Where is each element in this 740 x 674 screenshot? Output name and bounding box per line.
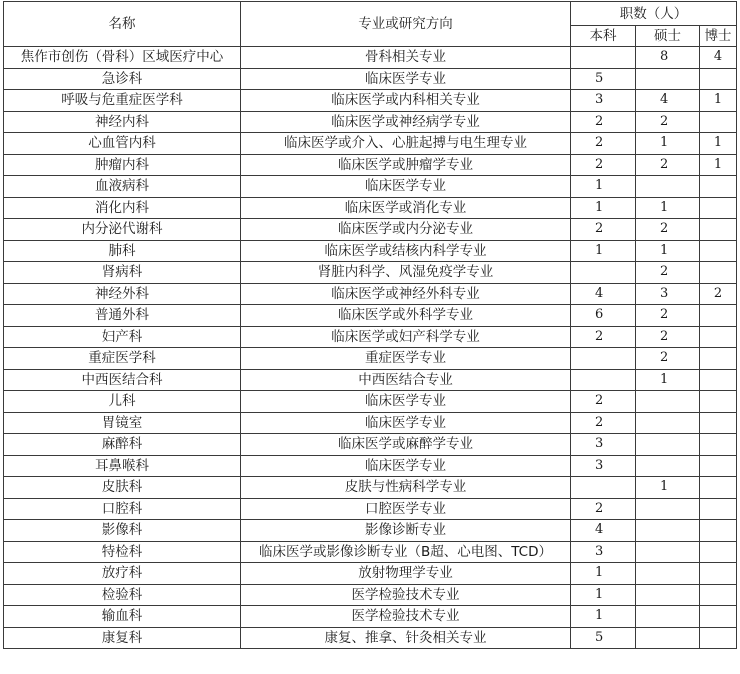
cell-doctor [700, 563, 737, 585]
cell-master: 2 [636, 154, 700, 176]
header-positions: 职数（人） [571, 2, 737, 26]
cell-doctor [700, 627, 737, 649]
cell-major: 临床医学或消化专业 [241, 197, 571, 219]
cell-major: 临床医学或神经病学专业 [241, 111, 571, 133]
table-row [4, 47, 737, 69]
cell-bachelor: 1 [571, 197, 636, 219]
cell-bachelor: 1 [571, 606, 636, 628]
cell-name: 耳鼻喉科 [4, 455, 241, 477]
cell-major: 医学检验技术专业 [241, 606, 571, 628]
table-row [4, 197, 737, 219]
cell-name: 输血科 [4, 606, 241, 628]
cell-bachelor: 2 [571, 326, 636, 348]
table-row [4, 455, 737, 477]
cell-name: 放疗科 [4, 563, 241, 585]
cell-major: 临床医学专业 [241, 412, 571, 434]
cell-major: 临床医学或妇产科学专业 [241, 326, 571, 348]
table-row [4, 305, 737, 327]
table-row [4, 154, 737, 176]
header-major: 专业或研究方向 [241, 2, 571, 47]
header-master: 硕士 [636, 26, 700, 47]
cell-bachelor: 3 [571, 541, 636, 563]
cell-doctor [700, 326, 737, 348]
cell-bachelor: 2 [571, 412, 636, 434]
table-row [4, 520, 737, 542]
cell-major: 临床医学专业 [241, 176, 571, 198]
cell-doctor [700, 176, 737, 198]
cell-name: 焦作市创伤（骨科）区域医疗中心 [4, 47, 241, 69]
cell-major: 临床医学或肿瘤学专业 [241, 154, 571, 176]
table-row [4, 434, 737, 456]
cell-bachelor: 4 [571, 520, 636, 542]
cell-name: 口腔科 [4, 498, 241, 520]
cell-doctor [700, 477, 737, 499]
table-row [4, 391, 737, 413]
cell-major: 康复、推拿、针灸相关专业 [241, 627, 571, 649]
cell-doctor [700, 498, 737, 520]
header-bachelor: 本科 [571, 26, 636, 47]
cell-name: 皮肤科 [4, 477, 241, 499]
cell-master [636, 68, 700, 90]
table-row [4, 176, 737, 198]
cell-major: 重症医学专业 [241, 348, 571, 370]
cell-master: 2 [636, 111, 700, 133]
cell-name: 急诊科 [4, 68, 241, 90]
cell-doctor: 1 [700, 133, 737, 155]
table-row [4, 240, 737, 262]
cell-doctor [700, 111, 737, 133]
cell-name: 特检科 [4, 541, 241, 563]
cell-master: 2 [636, 305, 700, 327]
cell-bachelor: 2 [571, 154, 636, 176]
cell-name: 影像科 [4, 520, 241, 542]
table-row [4, 498, 737, 520]
header-doctor: 博士 [700, 26, 737, 47]
cell-master: 1 [636, 240, 700, 262]
cell-master: 2 [636, 219, 700, 241]
cell-name: 重症医学科 [4, 348, 241, 370]
cell-major: 临床医学或外科学专业 [241, 305, 571, 327]
table-row [4, 541, 737, 563]
cell-name: 心血管内科 [4, 133, 241, 155]
cell-name: 肺科 [4, 240, 241, 262]
table-row [4, 111, 737, 133]
cell-doctor [700, 197, 737, 219]
cell-master [636, 434, 700, 456]
table-row [4, 90, 737, 112]
cell-bachelor: 6 [571, 305, 636, 327]
cell-doctor: 1 [700, 90, 737, 112]
cell-doctor [700, 455, 737, 477]
cell-name: 肿瘤内科 [4, 154, 241, 176]
cell-doctor [700, 262, 737, 284]
cell-bachelor [571, 369, 636, 391]
cell-master: 2 [636, 262, 700, 284]
table-row [4, 477, 737, 499]
cell-bachelor: 2 [571, 111, 636, 133]
cell-name: 胃镜室 [4, 412, 241, 434]
table-body [4, 47, 737, 649]
cell-doctor [700, 520, 737, 542]
cell-bachelor: 3 [571, 455, 636, 477]
cell-major: 临床医学或神经外科专业 [241, 283, 571, 305]
table-row [4, 262, 737, 284]
cell-doctor [700, 412, 737, 434]
cell-bachelor: 1 [571, 584, 636, 606]
cell-doctor [700, 606, 737, 628]
recruitment-table-container [3, 1, 737, 649]
cell-bachelor: 2 [571, 391, 636, 413]
table-row [4, 584, 737, 606]
cell-name: 普通外科 [4, 305, 241, 327]
cell-doctor [700, 219, 737, 241]
cell-major: 口腔医学专业 [241, 498, 571, 520]
cell-name: 妇产科 [4, 326, 241, 348]
cell-master: 1 [636, 369, 700, 391]
cell-master: 4 [636, 90, 700, 112]
cell-bachelor: 1 [571, 176, 636, 198]
cell-bachelor [571, 262, 636, 284]
table-row [4, 606, 737, 628]
cell-bachelor [571, 47, 636, 69]
table-row [4, 283, 737, 305]
cell-bachelor: 1 [571, 563, 636, 585]
cell-master [636, 627, 700, 649]
cell-name: 神经内科 [4, 111, 241, 133]
cell-major: 临床医学或影像诊断专业（B超、心电图、TCD） [241, 541, 571, 563]
cell-major: 放射物理学专业 [241, 563, 571, 585]
cell-name: 呼吸与危重症医学科 [4, 90, 241, 112]
cell-name: 检验科 [4, 584, 241, 606]
cell-doctor [700, 348, 737, 370]
table-row [4, 627, 737, 649]
cell-master: 8 [636, 47, 700, 69]
cell-bachelor: 2 [571, 219, 636, 241]
cell-major: 临床医学专业 [241, 391, 571, 413]
cell-doctor [700, 584, 737, 606]
cell-master: 1 [636, 197, 700, 219]
cell-name: 内分泌代谢科 [4, 219, 241, 241]
cell-name: 肾病科 [4, 262, 241, 284]
header-name: 名称 [4, 2, 241, 47]
table-row [4, 563, 737, 585]
cell-name: 中西医结合科 [4, 369, 241, 391]
cell-major: 临床医学专业 [241, 68, 571, 90]
cell-doctor [700, 240, 737, 262]
cell-doctor: 1 [700, 154, 737, 176]
cell-doctor: 2 [700, 283, 737, 305]
cell-doctor [700, 434, 737, 456]
cell-master [636, 584, 700, 606]
cell-name: 麻醉科 [4, 434, 241, 456]
cell-name: 消化内科 [4, 197, 241, 219]
cell-master [636, 391, 700, 413]
cell-major: 临床医学或麻醉学专业 [241, 434, 571, 456]
cell-bachelor: 5 [571, 68, 636, 90]
cell-major: 皮肤与性病科学专业 [241, 477, 571, 499]
table-row [4, 68, 737, 90]
cell-name: 儿科 [4, 391, 241, 413]
cell-name: 血液病科 [4, 176, 241, 198]
cell-major: 医学检验技术专业 [241, 584, 571, 606]
cell-master [636, 176, 700, 198]
cell-bachelor: 2 [571, 133, 636, 155]
table-row [4, 412, 737, 434]
table-row [4, 219, 737, 241]
table-row [4, 369, 737, 391]
cell-major: 临床医学或内分泌专业 [241, 219, 571, 241]
cell-master [636, 606, 700, 628]
cell-master: 1 [636, 133, 700, 155]
cell-master [636, 412, 700, 434]
cell-doctor: 4 [700, 47, 737, 69]
cell-master [636, 520, 700, 542]
cell-bachelor: 2 [571, 498, 636, 520]
cell-doctor [700, 305, 737, 327]
cell-master: 2 [636, 348, 700, 370]
cell-master: 2 [636, 326, 700, 348]
cell-master: 1 [636, 477, 700, 499]
cell-bachelor [571, 348, 636, 370]
cell-doctor [700, 541, 737, 563]
cell-name: 神经外科 [4, 283, 241, 305]
cell-major: 影像诊断专业 [241, 520, 571, 542]
cell-master [636, 541, 700, 563]
table-row [4, 133, 737, 155]
cell-bachelor [571, 477, 636, 499]
cell-major: 临床医学专业 [241, 455, 571, 477]
cell-bachelor: 4 [571, 283, 636, 305]
cell-master [636, 498, 700, 520]
cell-bachelor: 3 [571, 90, 636, 112]
table-row [4, 326, 737, 348]
cell-doctor [700, 68, 737, 90]
cell-name: 康复科 [4, 627, 241, 649]
table-row [4, 348, 737, 370]
cell-doctor [700, 391, 737, 413]
cell-bachelor: 3 [571, 434, 636, 456]
recruitment-table [3, 1, 737, 649]
cell-master [636, 563, 700, 585]
cell-bachelor: 1 [571, 240, 636, 262]
cell-doctor [700, 369, 737, 391]
cell-major: 临床医学或结核内科学专业 [241, 240, 571, 262]
cell-bachelor: 5 [571, 627, 636, 649]
cell-major: 临床医学或内科相关专业 [241, 90, 571, 112]
cell-master: 3 [636, 283, 700, 305]
cell-master [636, 455, 700, 477]
cell-major: 肾脏内科学、风湿免疫学专业 [241, 262, 571, 284]
cell-major: 中西医结合专业 [241, 369, 571, 391]
cell-major: 临床医学或介入、心脏起搏与电生理专业 [241, 133, 571, 155]
cell-major: 骨科相关专业 [241, 47, 571, 69]
